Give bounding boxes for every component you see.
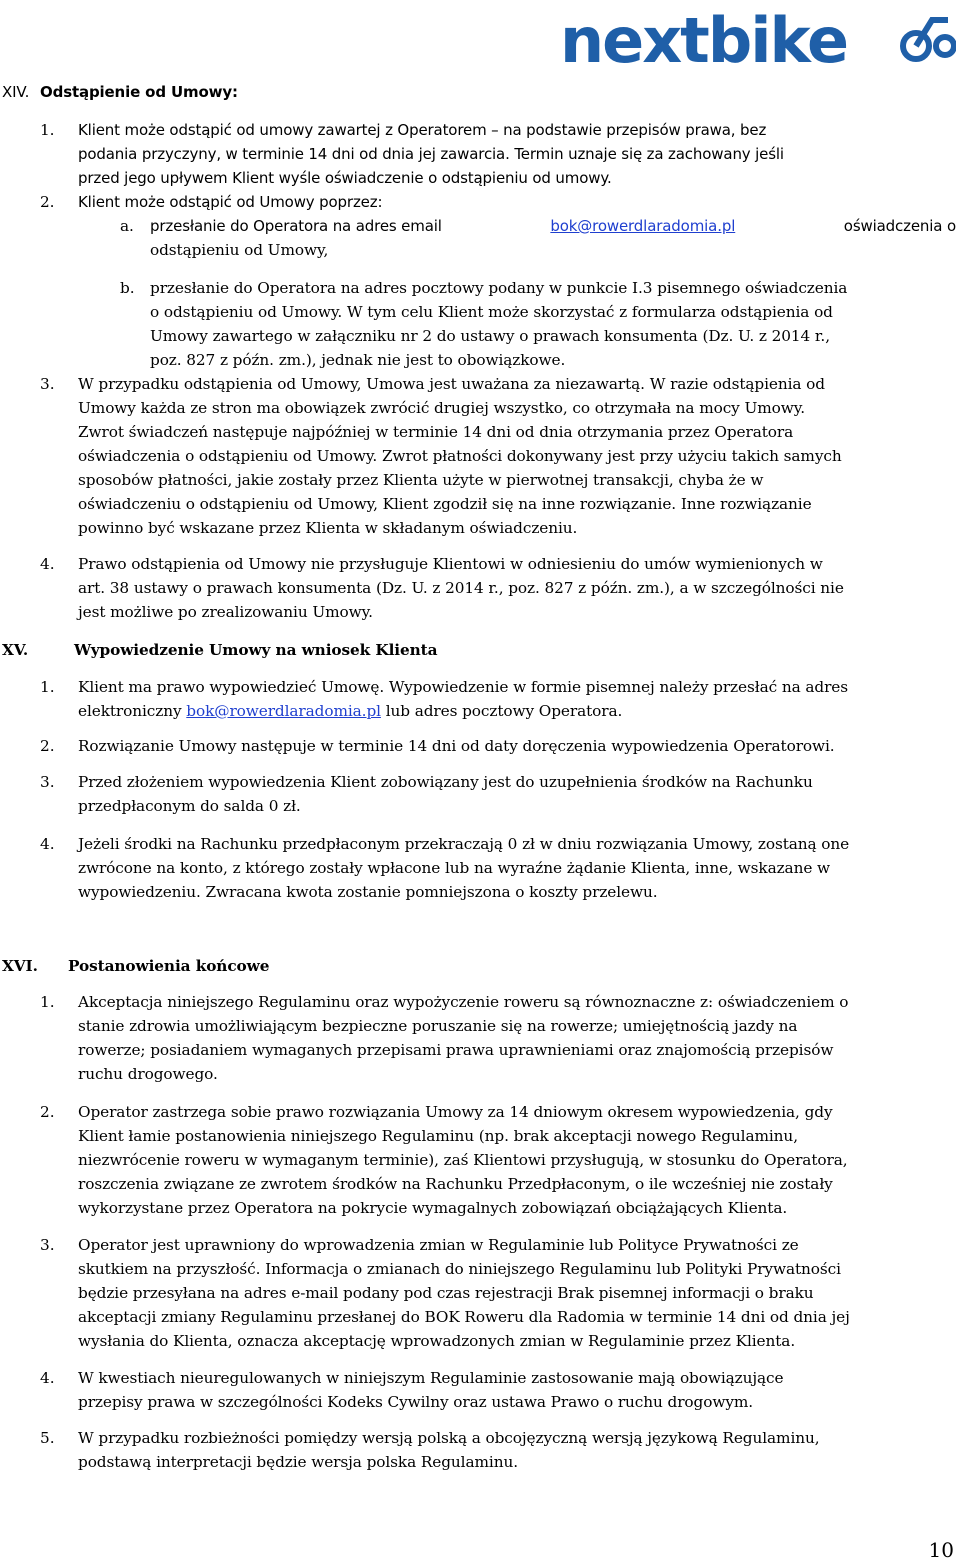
paragraph-line: Umowy zawartego w załączniku nr 2 do ustawy o prawach konsumenta (Dz. U. z 2014 r.,: [150, 327, 830, 345]
paragraph-line: Operator zastrzega sobie prawo rozwiązania Umowy za 14 dniowym okresem wypowiedzenia, gdy: [78, 1103, 833, 1121]
paragraph-line: odstąpieniu od Umowy,: [150, 241, 329, 259]
list-number: 1.: [40, 993, 55, 1011]
text-fragment: lub adres pocztowy Operatora.: [385, 702, 623, 720]
list-number: 5.: [40, 1429, 55, 1447]
text-fragment: oświadczenia o: [843, 217, 956, 235]
page-number: 10: [928, 1538, 954, 1562]
paragraph-line: [78, 699, 622, 724]
list-number: 2.: [40, 193, 55, 211]
paragraph-line: W przypadku odstąpienia od Umowy, Umowa jest uważana za niezawartą. W razie odstąpienia od: [78, 375, 825, 393]
nextbike-logo: [560, 6, 956, 72]
bicycle-icon: [903, 20, 954, 59]
paragraph-line: W przypadku rozbieżności pomiędzy wersją polską a obcojęzyczną wersją językową Regulaminu,: [78, 1429, 820, 1447]
paragraph-line: sposobów płatności, jakie zostały przez Klienta użyte w pierwotnej transakcji, chyba że w: [78, 471, 764, 489]
paragraph-line: oświadczenia o odstąpieniu od Umowy. Zwrot płatności dokonywany jest przy użyciu takich samych: [78, 447, 842, 465]
list-number: 3.: [40, 773, 55, 791]
paragraph-line: będzie przesyłana na adres e-mail podany pod czas rejestracji Brak pisemnej informacji o braku: [78, 1284, 814, 1302]
section-number: XVI.: [2, 957, 38, 975]
paragraph-line: skutkiem na przyszłość. Informacja o zmianach do niniejszego Regulaminu lub Polityki Prywatności: [78, 1260, 841, 1278]
paragraph-line: rowerze; posiadaniem wymaganych przepisami prawa uprawnieniami oraz znajomością przepisów: [78, 1041, 834, 1059]
paragraph-line: Klient ma prawo wypowiedzieć Umowę. Wypowiedzenie w formie pisemnej należy przesłać na adres: [78, 678, 848, 696]
text-fragment: elektroniczny: [78, 702, 182, 720]
list-number: 3.: [40, 375, 55, 393]
paragraph-line: Umowy każda ze stron ma obowiązek zwrócić drugiej wszystko, co otrzymała na mocy Umowy.: [78, 399, 806, 417]
paragraph-line: Akceptacja niniejszego Regulaminu oraz wypożyczenie roweru są równoznaczne z: oświadczeniem o: [78, 993, 849, 1011]
paragraph-line: akceptacji zmiany Regulaminu przesłanej do BOK Roweru dla Radomia w terminie 14 dni od dnia jej: [78, 1308, 850, 1326]
section-title: Odstąpienie od Umowy:: [40, 83, 238, 101]
paragraph-line: Jeżeli środki na Rachunku przedpłaconym przekraczają 0 zł w dniu rozwiązania Umowy, zostaną one: [78, 835, 850, 853]
email-link[interactable]: bok@rowerdlaradomia.pl: [186, 702, 381, 720]
list-letter: a.: [120, 217, 134, 235]
paragraph-line: przedpłaconym do salda 0 zł.: [78, 797, 301, 815]
list-number: 1.: [40, 121, 55, 139]
paragraph-line: powinno być wskazane przez Klienta w składanym oświadczeniu.: [78, 519, 578, 537]
paragraph-line: Klient może odstąpić od umowy zawartej z Operatorem – na podstawie przepisów prawa, bez: [78, 121, 767, 139]
svg-text:nextbike: nextbike: [560, 6, 848, 72]
paragraph-line: oświadczeniu o odstąpieniu od Umowy, Klient zgodził się na inne rozwiązanie. Inne rozwiązanie: [78, 495, 812, 513]
paragraph-line: roszczenia związane ze zwrotem środków na Rachunku Przedpłaconym, o ile wcześniej nie zostały: [78, 1175, 833, 1193]
paragraph-line: [150, 214, 956, 239]
list-number: 3.: [40, 1236, 55, 1254]
list-number: 4.: [40, 1369, 55, 1387]
paragraph-line: przed jego upływem Klient wyśle oświadczenie o odstąpieniu od umowy.: [78, 169, 612, 187]
paragraph-line: wypowiedzeniu. Zwracana kwota zostanie pomniejszona o koszty przelewu.: [78, 883, 658, 901]
paragraph-line: Klient łamie postanowienia niniejszego Regulaminu (np. brak akceptacji nowego Regulaminu,: [78, 1127, 798, 1145]
paragraph-line: podstawą interpretacji będzie wersja polska Regulaminu.: [78, 1453, 518, 1471]
paragraph-line: poz. 827 z późn. zm.), jednak nie jest to obowiązkowe.: [150, 351, 566, 369]
paragraph-line: Przed złożeniem wypowiedzenia Klient zobowiązany jest do uzupełnienia środków na Rachunku: [78, 773, 813, 791]
paragraph-line: ruchu drogowego.: [78, 1065, 218, 1083]
section-number: XIV.: [2, 83, 30, 101]
list-number: 4.: [40, 555, 55, 573]
paragraph-line: Zwrot świadczeń następuje najpóźniej w terminie 14 dni od dnia otrzymania przez Operatora: [78, 423, 794, 441]
email-link[interactable]: bok@rowerdlaradomia.pl: [550, 217, 736, 235]
paragraph-line: Prawo odstąpienia od Umowy nie przysługuje Klientowi w odniesieniu do umów wymienionych w: [78, 555, 823, 573]
paragraph-line: zwrócone na konto, z którego zostały wpłacone lub na wyraźne żądanie Klienta, inne, wskazane w: [78, 859, 831, 877]
paragraph-line: przepisy prawa w szczególności Kodeks Cywilny oraz ustawa Prawo o ruchu drogowym.: [78, 1393, 754, 1411]
section-number: XV.: [2, 641, 29, 659]
list-number: 1.: [40, 678, 55, 696]
list-number: 4.: [40, 835, 55, 853]
list-number: 2.: [40, 737, 55, 755]
list-letter: b.: [120, 279, 135, 297]
paragraph-line: wysłania do Klienta, oznacza akceptację wprowadzonych zmian w Regulaminie przez Klienta.: [78, 1332, 796, 1350]
paragraph-line: jest możliwe po zrealizowaniu Umowy.: [78, 603, 373, 621]
paragraph-line: W kwestiach nieuregulowanych w niniejszym Regulaminie zastosowanie mają obowiązujące: [78, 1369, 784, 1387]
paragraph-line: wykorzystane przez Operatora na pokrycie wymagalnych zobowiązań obciążających Klienta.: [78, 1199, 788, 1217]
paragraph-line: stanie zdrowia umożliwiającym bezpieczne poruszanie się na rowerze; umiejętnością jazdy na: [78, 1017, 798, 1035]
paragraph-line: przesłanie do Operatora na adres pocztowy podany w punkcie I.3 pisemnego oświadczenia: [150, 279, 848, 297]
paragraph-line: o odstąpieniu od Umowy. W tym celu Klient może skorzystać z formularza odstąpienia od: [150, 303, 833, 321]
section-title: Wypowiedzenie Umowy na wniosek Klienta: [74, 641, 438, 659]
section-title: Postanowienia końcowe: [68, 957, 270, 975]
text-fragment: przesłanie do Operatora na adres email: [150, 217, 442, 235]
paragraph-line: niezwrócenie roweru w wymaganym terminie), zaś Klientowi przysługują, w stosunku do Operatora,: [78, 1151, 848, 1169]
paragraph-line: Rozwiązanie Umowy następuje w terminie 14 dni od daty doręczenia wypowiedzenia Operatorowi.: [78, 737, 835, 755]
paragraph-line: Klient może odstąpić od Umowy poprzez:: [78, 193, 383, 211]
paragraph-line: Operator jest uprawniony do wprowadzenia zmian w Regulaminie lub Polityce Prywatności ze: [78, 1236, 799, 1254]
list-number: 2.: [40, 1103, 55, 1121]
paragraph-line: art. 38 ustawy o prawach konsumenta (Dz. U. z 2014 r., poz. 827 z późn. zm.), a w szczególności nie: [78, 579, 844, 597]
paragraph-line: podania przyczyny, w terminie 14 dni od dnia jej zawarcia. Termin uznaje się za zachowany jeśli: [78, 145, 784, 163]
